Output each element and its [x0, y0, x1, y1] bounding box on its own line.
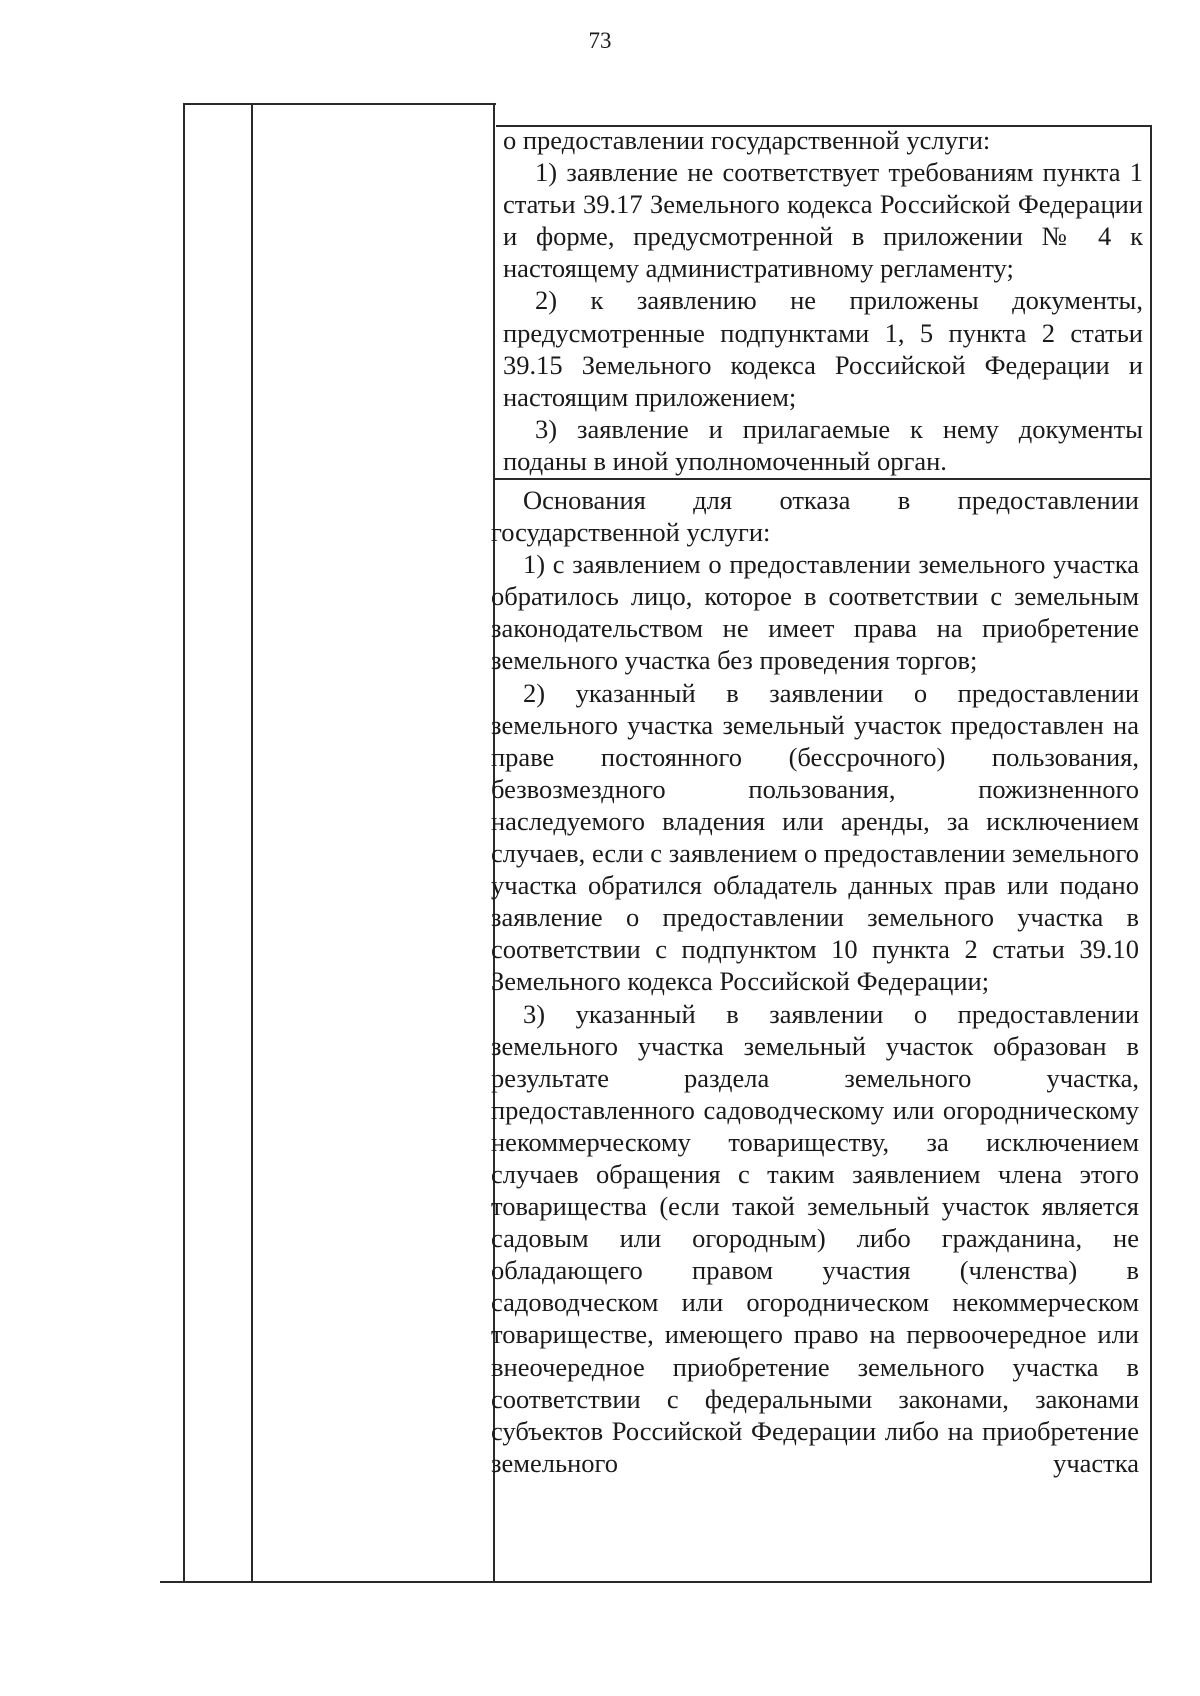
table-left-border [183, 103, 185, 1583]
row-divider [493, 478, 1152, 480]
upper-item-1: 1) заявление не соответствует требованиям пункта 1 статьи 39.17 Земельного кодекса Российской Федерации и форме, предусмотренной в приложении № 4 к настоящему административному регламенту; [503, 157, 1143, 284]
table-bottom-border [160, 1581, 1152, 1583]
lower-item-2: 2) указанный в заявлении о предоставлении земельного участка земельный участок предоставлен на праве постоянного (бессрочного) пользования, безвозмездного пользования, пожизненного наследуемого владения или аренды, за исключением случаев, если с заявлением о предоставлении земельного участка обратился обладатель данных прав или подано заявление о предоставлении земельного участка в соответствии с подпунктом 10 пункта 2 статьи 39.10 Земельного кодекса Российской Федерации; [491, 677, 1139, 997]
lower-text-cell [491, 484, 1139, 1479]
upper-heading: о предоставлении государственной услуги: [503, 125, 991, 155]
upper-item-3: 3) заявление и прилагаемые к нему документы поданы в иной уполномоченный орган. [503, 413, 1143, 476]
page-number: 73 [588, 28, 612, 53]
lower-item-1: 1) с заявлением о предоставлении земельного участка обратилось лицо, которое в соответствии с земельным законодательством не имеет права на приобретение земельного участка без проведения торгов; [491, 549, 1139, 676]
column-divider-1 [251, 103, 253, 1583]
upper-item-2: 2) к заявлению не приложены документы, предусмотренные подпунктами 1, 5 пункта 2 статьи 39.15 Земельного кодекса Российской Федерации и настоящим приложением; [503, 285, 1143, 412]
table-top-border [183, 103, 496, 105]
lower-heading: Основания для отказа в предоставлении государственной услуги: [491, 485, 1139, 548]
lower-item-3: 3) указанный в заявлении о предоставлении земельного участка земельный участок образован в результате раздела земельного участка, предоставленного садоводческому или огородническому некоммерческому товариществу, за исключением случаев обращения с таким заявлением члена этого товарищества (если такой земельный участок является садовым или огородным) либо гражданина, не обладающего правом участия (членства) в садоводческом или огородническом некоммерческом товариществе, имеющего право на первоочередное или внеочередное приобретение земельного участка в соответствии с федеральными законами, законами субъектов Российской Федерации либо на приобретение земельного участка [491, 998, 1139, 1478]
table-right-border [1150, 125, 1152, 1583]
upper-text-cell [503, 124, 1143, 477]
